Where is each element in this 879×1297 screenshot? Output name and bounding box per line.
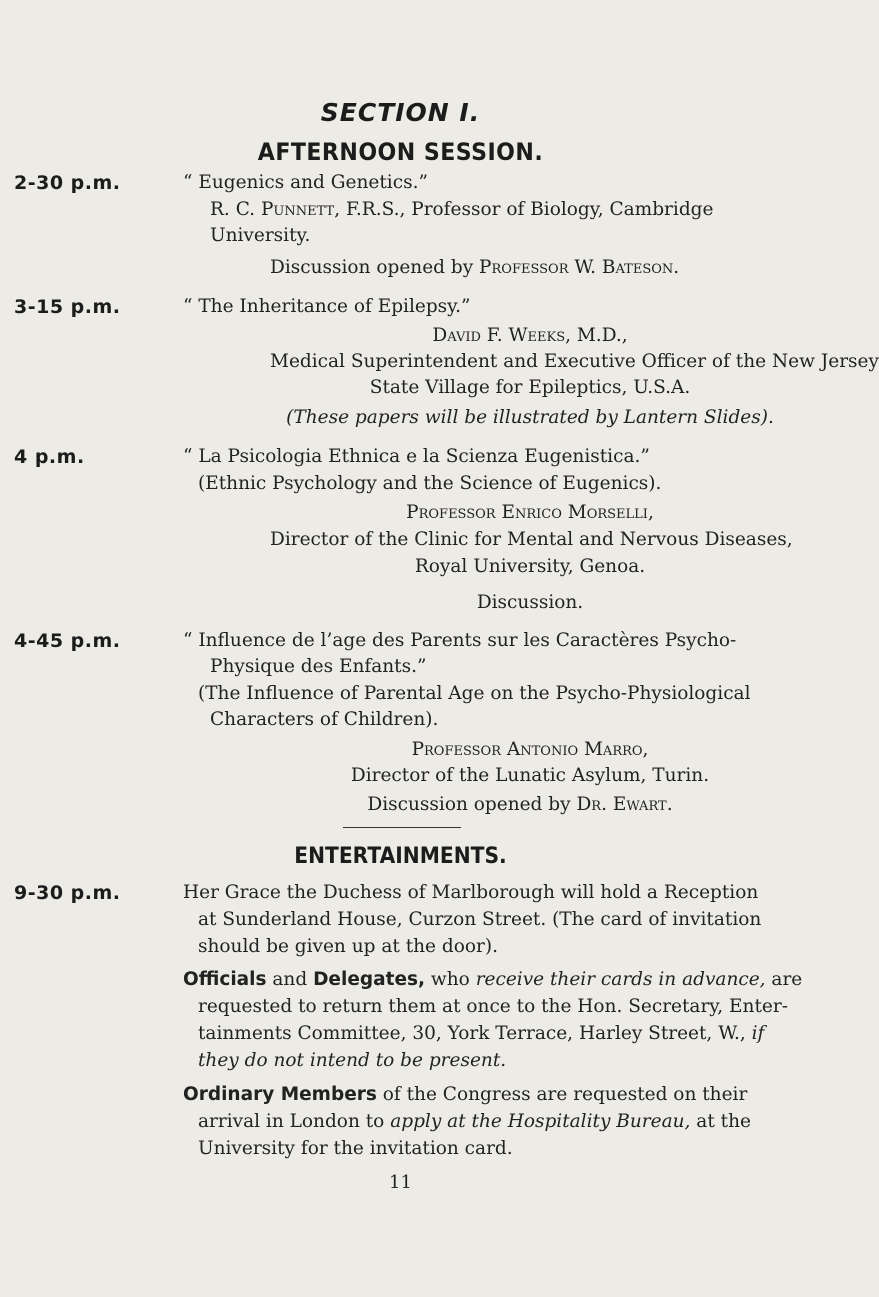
paper-3-role-2: Royal University, Genoa. — [414, 556, 646, 577]
paper-4-translation-1: (The Influence of Parental Age on the Psycho-Physiological — [198, 683, 751, 704]
time-3-15: 3-15 p.m. — [14, 296, 121, 318]
paper-1-title: “ Eugenics and Genetics.” — [183, 172, 428, 193]
session-title: AFTERNOON SESSION. — [257, 138, 544, 166]
paper-1-discussion: Discussion opened by Professor W. Bateson. — [270, 257, 680, 278]
officials-line-4: they do not intend to be present. — [198, 1050, 507, 1071]
paper-3-translation: (Ethnic Psychology and the Science of Eugenics). — [198, 473, 662, 494]
officials-line-3: tainments Committee, 30, York Terrace, Harley Street, W., if — [198, 1023, 765, 1044]
paper-3-discussion: Discussion. — [476, 592, 584, 613]
time-9-30: 9-30 p.m. — [14, 882, 121, 904]
reception-line-1: Her Grace the Duchess of Marlborough will hold a Reception — [183, 882, 759, 903]
paper-3-author: Professor Enrico Morselli, — [406, 502, 654, 523]
paper-4-title-1: “ Influence de l’age des Parents sur les Caractères Psycho- — [183, 630, 737, 651]
entertainments-title: ENTERTAINMENTS. — [294, 844, 507, 869]
officials-line-2: requested to return them at once to the Hon. Secretary, Enter- — [198, 996, 788, 1017]
time-4: 4 p.m. — [14, 446, 85, 468]
members-line-2: arrival in London to apply at the Hospitality Bureau, at the — [198, 1111, 751, 1132]
paper-1-author: R. C. Punnett, F.R.S., Professor of Biology, Cambridge — [210, 199, 714, 220]
section-divider — [343, 827, 461, 828]
paper-2-note: (These papers will be illustrated by Lantern Slides). — [286, 407, 774, 428]
paper-3-role-1: Director of the Clinic for Mental and Nervous Diseases, — [270, 529, 793, 550]
paper-4-title-2: Physique des Enfants.” — [210, 656, 427, 677]
paper-4-translation-2: Characters of Children). — [210, 709, 439, 730]
reception-line-3: should be given up at the door). — [198, 936, 498, 957]
officials-line-1: Officials and Delegates, who receive their cards in advance, are — [183, 969, 803, 990]
members-line-3: University for the invitation card. — [198, 1138, 513, 1159]
time-4-45: 4-45 p.m. — [14, 630, 121, 652]
paper-2-author: David F. Weeks, M.D., — [432, 325, 628, 346]
section-title: SECTION I. — [320, 98, 481, 127]
paper-2-title: “ The Inheritance of Epilepsy.” — [183, 296, 471, 317]
time-2-30: 2-30 p.m. — [14, 172, 121, 194]
paper-1-author-cont: University. — [210, 225, 311, 246]
paper-4-discussion: Discussion opened by Dr. Ewart. — [367, 794, 673, 815]
paper-2-role-2: State Village for Epileptics, U.S.A. — [369, 377, 691, 398]
paper-2-role-1: Medical Superintendent and Executive Officer of the New Jersey — [270, 351, 879, 372]
members-line-1: Ordinary Members of the Congress are requested on their — [183, 1084, 748, 1105]
page-number: 11 — [389, 1172, 412, 1193]
paper-4-role: Director of the Lunatic Asylum, Turin. — [350, 765, 710, 786]
paper-3-title: “ La Psicologia Ethnica e la Scienza Eugenistica.” — [183, 446, 650, 467]
reception-line-2: at Sunderland House, Curzon Street. (The card of invitation — [198, 909, 762, 930]
paper-4-author: Professor Antonio Marro, — [411, 739, 649, 760]
